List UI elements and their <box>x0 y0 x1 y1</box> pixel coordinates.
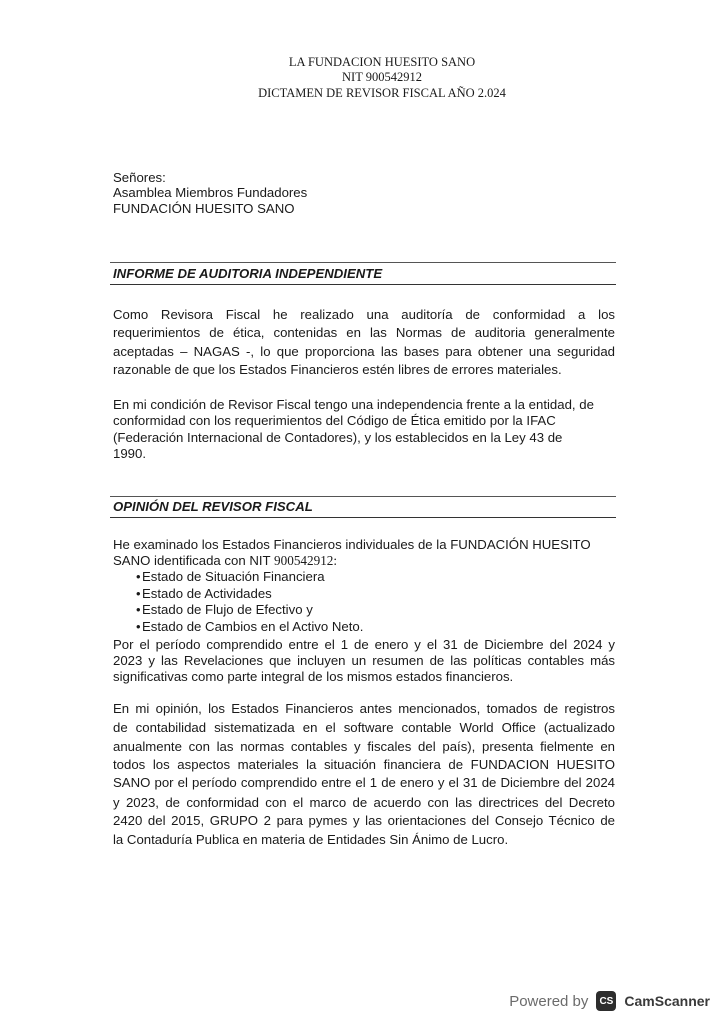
section2-opinion-line: 2420 del 2015, GRUPO 2 para pymes y las orientaciones del Consejo Técnico de <box>113 813 615 828</box>
section1-bottom-rule <box>110 284 616 285</box>
list-item: • Estado de Actividades <box>112 586 363 603</box>
section1-p2-line: En mi condición de Revisor Fiscal tengo una independencia frente a la entidad, de <box>113 397 594 412</box>
list-item: • Estado de Situación Financiera <box>112 569 363 586</box>
camscanner-watermark <box>509 988 710 1014</box>
section2-period-line: Por el período comprendido entre el 1 de enero y el 31 de Diciembre del 2024 y <box>113 637 615 652</box>
section2-opinion-line: la Contaduría Publica en materia de Entidades Sin Ánimo de Lucro. <box>113 832 509 847</box>
section2-intro-line: He examinado los Estados Financieros individuales de la FUNDACIÓN HUESITO <box>113 537 591 552</box>
camscanner-logo-icon: CS <box>596 991 616 1011</box>
section2-top-rule <box>110 496 616 497</box>
section2-opinion-line: SANO por el período comprendido entre el 1 de enero y el 31 de Diciembre del 2024 <box>113 775 615 790</box>
section1-p1-line: aceptadas – NAGAS -, lo que proporciona las bases para obtener una seguridad <box>113 344 615 359</box>
section2-period-line: 2023 y las Revelaciones que incluyen un resumen de las políticas contables más <box>113 653 615 668</box>
section2-intro-line <box>113 553 337 569</box>
header-title: DICTAMEN DE REVISOR FISCAL AÑO 2.024 <box>258 86 506 100</box>
section1-p2-line: (Federación Internacional de Contadores), y los establecidos en la Ley 43 de <box>113 430 563 445</box>
list-item: • Estado de Flujo de Efectivo y <box>112 602 363 619</box>
section2-title: OPINIÓN DEL REVISOR FISCAL <box>113 499 313 514</box>
section1-title: INFORME DE AUDITORIA INDEPENDIENTE <box>113 266 383 281</box>
section2-opinion-line: anualmente con las normas contables y fiscales del país), presenta fielmente en <box>113 739 615 754</box>
section1-top-rule <box>110 262 616 263</box>
header-org: LA FUNDACION HUESITO SANO <box>288 55 476 69</box>
address-line-2: FUNDACIÓN HUESITO SANO <box>113 201 295 216</box>
section2-opinion-line: y 2023, de conformidad con el marco de acuerdo con las directrices del Decreto <box>113 795 615 810</box>
section1-p2-line: conformidad con los requerimientos del Código de Ética emitido por la IFAC <box>113 413 556 428</box>
header-nit: NIT 900542912 <box>342 70 422 84</box>
section2-bottom-rule <box>110 517 616 518</box>
section2-period-line: significativas como parte integral de los mismos estados financieros. <box>113 669 514 684</box>
salutation: Señores: <box>113 170 166 185</box>
section2-opinion-line: de contabilidad sistematizada en el software contable World Office (actualizado <box>113 720 615 735</box>
section1-p2-line: 1990. <box>113 446 147 461</box>
address-line-1: Asamblea Miembros Fundadores <box>113 185 308 200</box>
section1-p1-line: requerimientos de ética, contenidas en las Normas de auditoria generalmente <box>113 325 615 340</box>
list-item: • Estado de Cambios en el Activo Neto. <box>112 619 363 636</box>
powered-by-text: Powered by <box>509 992 589 1010</box>
section2-opinion-line: todos los aspectos materiales la situación financiera de FUNDACION HUESITO <box>113 757 615 772</box>
intro-nit: 900542912: <box>274 553 338 568</box>
statements-list <box>112 569 363 635</box>
camscanner-brand: CamScanner <box>624 993 710 1009</box>
section2-opinion-line: En mi opinión, los Estados Financieros antes mencionados, tomados de registros <box>113 701 615 716</box>
intro-text: SANO identificada con NIT <box>113 553 271 568</box>
section1-p1-line: Como Revisora Fiscal he realizado una auditoría de conformidad a los <box>113 307 615 322</box>
section1-p1-line: razonable de que los Estados Financieros estén libres de errores materiales. <box>113 362 562 377</box>
